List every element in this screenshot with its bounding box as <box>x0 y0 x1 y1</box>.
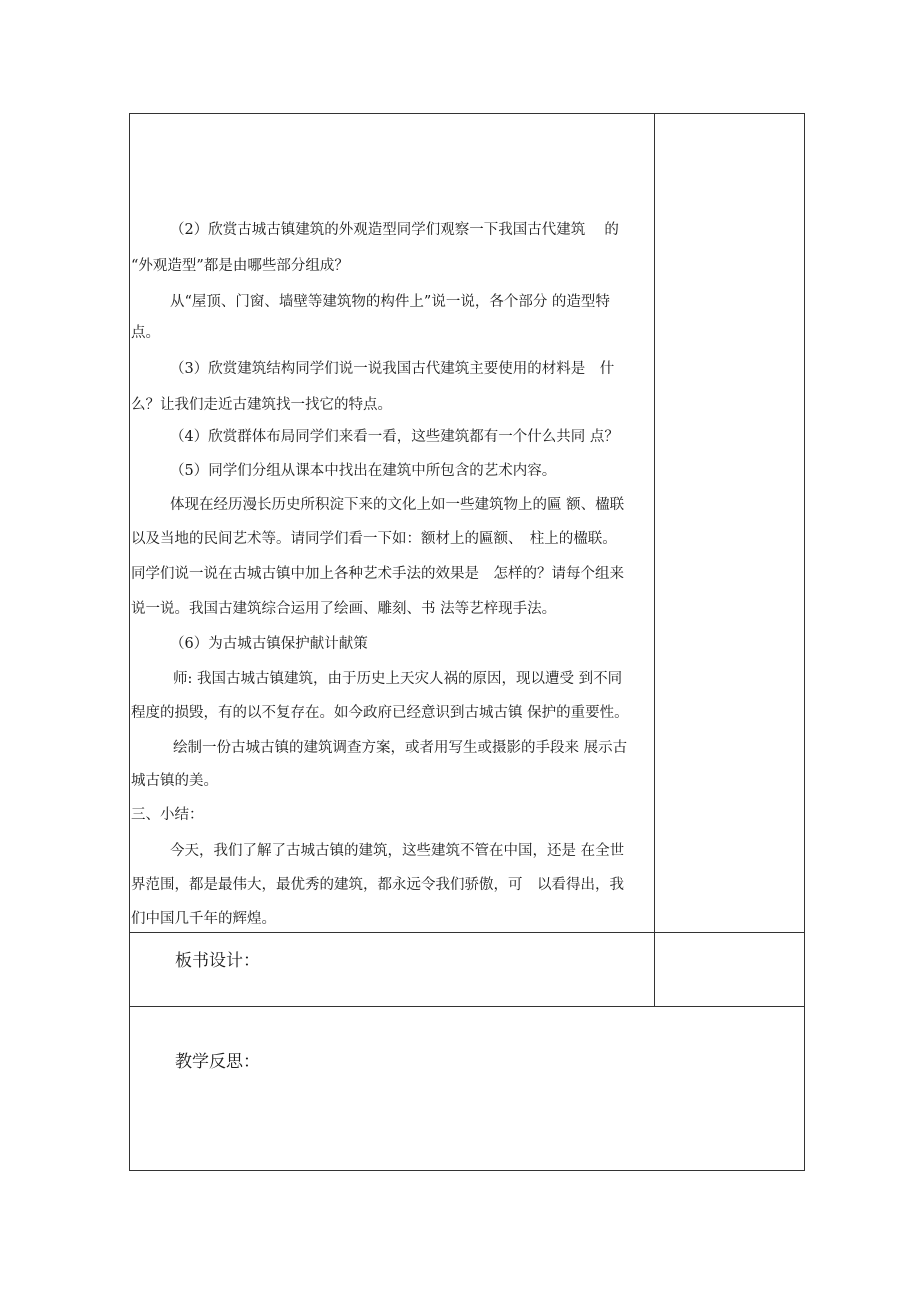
art-line-1: 体现在经历漫长历史所积淀下来的文化上如一些建筑物上的匾 额、楹联 <box>170 497 625 513</box>
art-line-3: 同学们说一说在古城古镇中加上各种艺术手法的效果是 怎样的？请每个组来 <box>131 566 624 582</box>
step-5-line: （5）同学们分组从课本中找出在建筑中所包含的艺术内容。 <box>170 463 557 479</box>
step-2-line-3: 从“屋顶、门窗、墙壁等建筑物的构件上”说一说，各个部分 的造型特 <box>170 294 610 310</box>
board-design-notes-cell <box>654 932 805 1007</box>
art-line-4: 说一说。我国古建筑综合运用了绘画、雕刻、书 法等艺梓现手法。 <box>131 601 557 617</box>
survey-line-2: 城古镇的美。 <box>131 773 218 789</box>
summary-line-3: 们中国几千年的辉煌。 <box>131 911 276 927</box>
reflection-label: 教学反思： <box>175 1052 260 1072</box>
step-2-line-1: （2）欣赏古城古镇建筑的外观造型同学们观察一下我国古代建筑 的 <box>170 222 619 238</box>
notes-cell <box>654 113 805 933</box>
step-2-line-2: “外观造型”都是由哪些部分组成？ <box>131 258 349 274</box>
step-2-line-4: 点。 <box>131 325 160 341</box>
step-3-line-2: 么？让我们走近古建筑找一找它的特点。 <box>131 397 392 413</box>
step-4-line: （4）欣赏群体布局同学们来看一看，这些建筑都有一个什么共同 点？ <box>170 429 619 445</box>
step-6-line: （6）为古城古镇保护献计献策 <box>170 636 368 652</box>
art-line-2: 以及当地的民间艺术等。请同学们看一下如：额材上的匾额、 柱上的楹联。 <box>131 531 617 547</box>
summary-line-2: 界范围，都是最伟大，最优秀的建筑，都永远令我们骄傲，可 以看得出，我 <box>131 877 624 893</box>
summary-heading: 三、小结： <box>131 807 204 823</box>
reflection-cell <box>129 1006 805 1171</box>
step-3-line-1: （3）欣赏建筑结构同学们说一说我国古代建筑主要使用的材料是 什 <box>170 361 615 377</box>
teacher-line-1: 师: 我国古城古镇建筑，由于历史上天灾人祸的原因，现以遭受 到不同 <box>173 671 623 687</box>
summary-line-1: 今天，我们了解了古城古镇的建筑，这些建筑不管在中国，还是 在全世 <box>170 843 625 859</box>
board-design-label: 板书设计： <box>175 951 260 971</box>
teacher-line-2: 程度的损毁，有的以不复存在。如今政府已经意识到古城古镇 保护的重要性。 <box>131 705 629 721</box>
survey-line-1: 绘制一份古城古镇的建筑调查方案，或者用写生或摄影的手段来 展示古 <box>173 740 628 756</box>
